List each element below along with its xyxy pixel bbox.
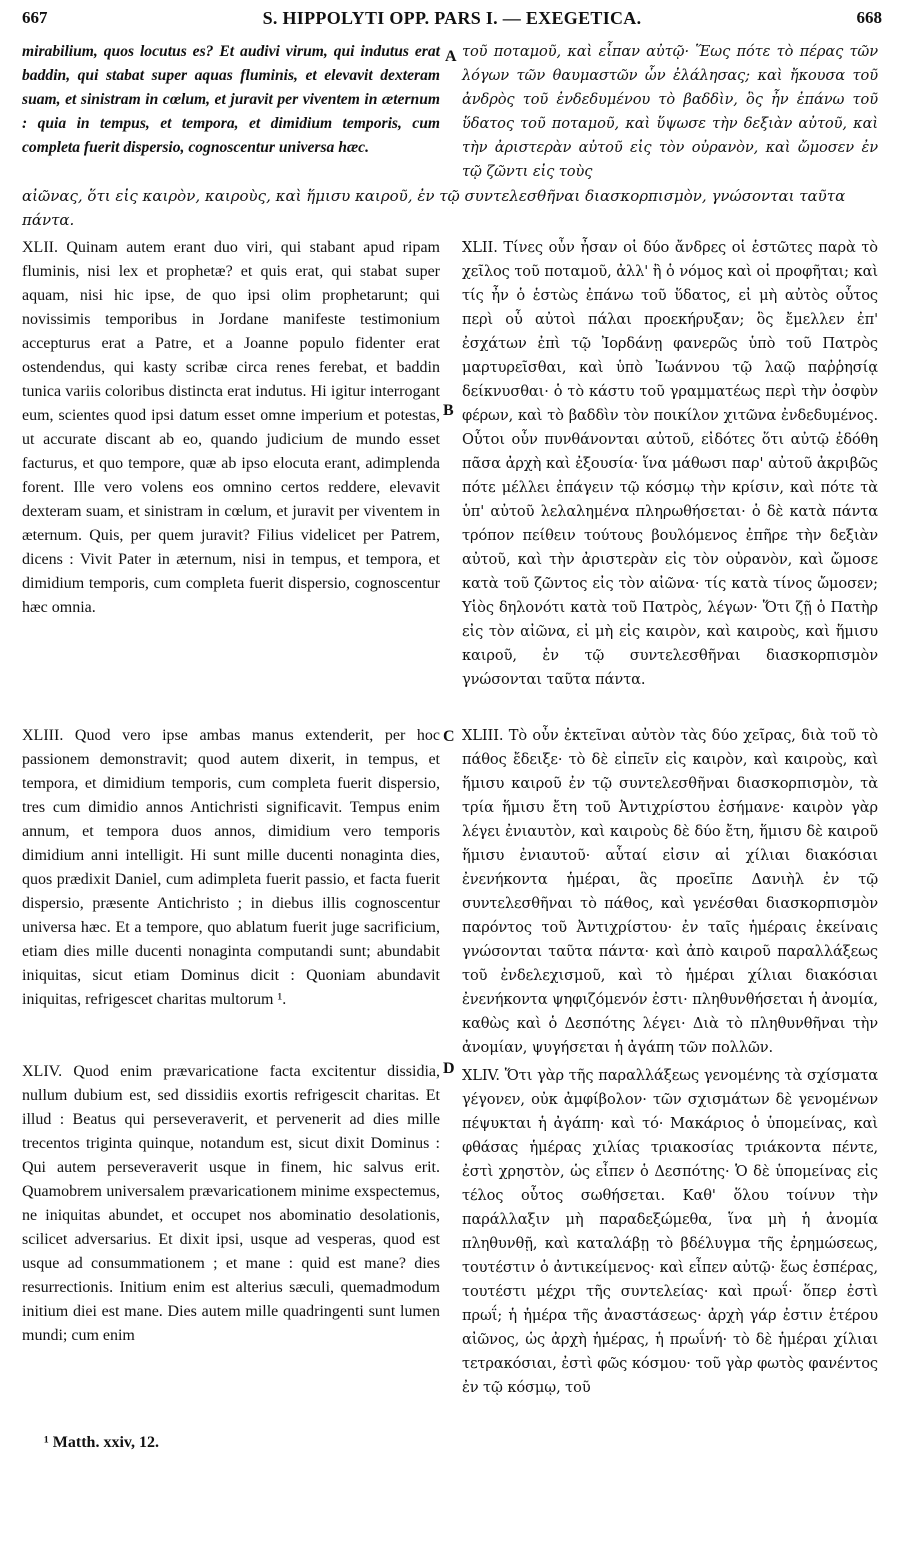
section-42-greek	[462, 236, 878, 692]
top-greek-block	[462, 40, 878, 184]
section-44-latin-text: XLIV. Quod enim prævaricatione facta excitentur dissidia, nullum dubium est, sed dissidiis exortis refrigescit charitas. Et illud : Beatus qui perseveraverit, et pervenerit ad dies mille trecentos triginta quinque, notandum est, sicut dixit Dominus : Qui autem perseveraverit usque in finem, hic salvus erit. Quamobrem universalem prævaricationem minime exspectemus, ne iniquitas abundet, et occupet nos abominatio desolationis, scilicet adversarius. Et dixit ipsi, usque ad vesperas, quod est usque ad consummationem ; et mane : quid est mane? dies resurrectionis. Initium enim est alterius sæculi, quemadmodum initium diei est mane. Dies autem mille quadringenti sunt lumen mundi; cum enim	[22, 1063, 440, 1344]
section-42-greek-text: XLII. Τίνες οὖν ἦσαν οἱ δύο ἄνδρες οἱ ἑστῶτες παρὰ τὸ χεῖλος τοῦ ποταμοῦ, ἀλλ' ἢ ὁ νόμος καὶ οἱ προφῆται; καὶ τίς ἦν ὁ ἑστὼς ἐπάνω τοῦ ὕδατος, εἰ μὴ αὐτὸς οὗτος περὶ οὗ αὐτοὶ πάλαι προεκήρυξαν; ὃς ἔμελλεν ἐπ' ἐσχάτων ἐπὶ τῷ Ἰορδάνῃ φανερῶς ὑπὸ τοῦ Πατρὸς μαρτυρεῖσθαι, καὶ ὑπὸ Ἰωάννου τῷ λαῷ παῤῥησίᾳ δείκνυσθαι· ὁ τὸ κάστυ τοῦ γραμματέως περὶ τὴν ὀσφὺν φέρων, καὶ τὸ βαδδὶν τὸν ποικίλον χιτῶνα ἐνδεδυμένος. Οὗτοι οὖν πυνθάνονται αὐτοῦ, εἰδότες ὅτι αὐτῷ ἐδόθη πᾶσα ἀρχὴ καὶ ἐξουσία· ἵνα μάθωσι παρ' αὐτοῦ ἀκριβῶς πότε μέλλει ἐπάγειν τῷ κόσμῳ τὴν κρίσιν, καὶ πότε τὰ ὑπ' αὐτοῦ λελαλημένα πληρωθήσεται· ὁ δὲ κατὰ πάντα τρόπον πείθειν τούτους βουλόμενος ἐπῆρε τὴν δεξιὰν αὐτοῦ, καὶ τὴν ἀριστερὰν εἰς τὸν οὐρανὸν, καὶ ὤμοσε κατὰ τοῦ ζῶντος εἰς τὸν αἰῶνα· τίς κατὰ τίνος ὤμοσεν; Υἱὸς δηλονότι κατὰ τοῦ Πατρὸς, λέγων· Ὅτι ζῇ ὁ Πατὴρ εἰς τὸν αἰῶνα, εἰ μὴ εἰς καιρὸν, καὶ καιροὺς, καὶ ἥμισυ καιροῦ, ἐν τῷ συντελεσθῆναι διασκορπισμὸν γνώσονται ταῦτα πάντα.	[462, 239, 878, 688]
section-42-latin-text: XLII. Quinam autem erant duo viri, qui stabant apud ripam fluminis, nisi lex et prophetæ? et quis erat, qui stabat super aquam, nisi hic ipse, de quo ipsi olim prophetarunt; qui novissimis temporibus in Jordane manifeste testimonium accepturus erat a Patre, et a Joanne populo fidenter erat ostendendus, qui kasty scribæ circa renes ferebat, et baddin tunica variis coloribus distincta erat indutus. Hi igitur interrogant eum, scientes quod ipsi datum esset omne imperium et potestas, ut accurate discant ab eo, quando judicium de mundo esset facturus, et quo tempore, quæ ab ipso elocuta erant, adimplenda forent. Ille vero volens eos omnino certos reddere, elevavit dexteram suam, et sinistram in cœlum, et juravit per viventem in æternum. Quis, per quem juravit? Filius videlicet per Patrem, dicens : Vivit Pater in æternum, nisi in tempus, et tempora, et dimidium temporis, cum completa fuerit dispersio, cognoscentur hæc omnia.	[22, 239, 440, 616]
section-42-latin	[22, 236, 440, 620]
page-number-right: 668	[856, 8, 882, 27]
section-43-greek-text: XLIII. Τὸ οὖν ἐκτεῖναι αὐτὸν τὰς δύο χεῖρας, διὰ τοῦ τὸ πάθος ἔδειξε· τὸ δὲ εἰπεῖν εἰς καιρὸν, καὶ καιροὺς, καὶ ἥμισυ καιροῦ ἐν τῷ συντελεσθῆναι διασκορπισμὸν, τὰ τρία ἥμισυ ἔτη τοῦ Ἀντιχρίστου ἐσήμανε· καιρὸν γὰρ λέγει ἐνιαυτὸν, καὶ καιροὺς δὲ δύο ἔτη, ἥμισυ δὲ καιροῦ ἥμισυ ἐνιαυτοῦ· αὗταί εἰσιν αἱ χίλιαι διακόσιαι ἐνενήκοντα ἡμέραι, ἃς προεῖπε Δανιὴλ ἐν τῷ συντελεσθῆναι τὸ πάθος, καὶ γενέσθαι διασκορπισμὸν παρόντος τοῦ Ἀντιχρίστου· ἐν ταῖς ἡμέραις ἐκείναις γνώσονται ταῦτα πάντα· καὶ ἀπὸ καιροῦ παραλλάξεως τοῦ ἐνδελεχισμοῦ, καὶ τὸ ἡμέραι χίλιαι διακόσιαι ἐνενήκοντα ψηφιζόμενόν ἐστι· πληθυνθήσεται ἡ ἀνομία, καθὼς καὶ ὁ Δεσπότης λέγει· Διὰ τὸ πληθυνθῆναι τὴν ἀνομίαν, ψυγήσεται ἡ ἀγάπη τῶν πολλῶν.	[462, 727, 878, 1056]
section-44-greek	[462, 1064, 878, 1400]
section-44-latin	[22, 1060, 440, 1348]
top-greek-fullwidth: αἰῶνας, ὅτι εἰς καιρὸν, καιροὺς, καὶ ἥμισυ καιροῦ, ἐν τῷ συντελεσθῆναι διασκορπισμὸν, γνώσονται ταῦτα πάντα.	[22, 187, 846, 229]
page-number-left: 667	[22, 8, 48, 27]
footnote: ¹ Matth. xxiv, 12.	[44, 1434, 160, 1451]
section-44-greek-text: XLIV. Ὅτι γὰρ τῆς παραλλάξεως γενομένης τὰ σχίσματα γέγονεν, οὐκ ἀμφίβολον· τῶν σχισμάτων δὲ γενομένων πέψυκται ἡ ἀγάπη· καὶ τό· Μακάριος ὁ ὑπομείνας, καὶ φθάσας ἡμέρας χιλίας τριακοσίας τριάκοντα πέντε, ἐστὶ χρηστὸν, ὡς εἶπεν ὁ Δεσπότης· Ὁ δὲ ὑπομείνας εἰς τέλος οὗτος σωθήσεται. Καθ' ὅλου τοίνυν τὴν παράλλαξιν μὴ παραδεξώμεθα, ἵνα μὴ ἡ ἀνομία πληθυνθῇ, καὶ καταλάβῃ τὸ βδέλυγμα τῆς ἐρημώσεως, τουτέστιν ὁ ἀντικείμενος· καὶ εἶπεν αὐτῷ· ἕως ἑσπέρας, τουτέστι μέχρι τῆς συντελείας· καὶ πρωΐ· ὅπερ ἐστὶ πρωΐ; ἡ ἡμέρα τῆς ἀναστάσεως· ἀρχὴ γάρ ἐστιν ἑτέρου αἰῶνος, ὡς ἀρχὴ ἡμέρας, ἡ πρωΐνή· τὸ δὲ ἡμέραι χίλιαι τετρακόσιαι, ἐστὶ φῶς κόσμου· τοῦ γὰρ φωτὸς φανέντος ἐν τῷ κόσμῳ, τοῦ	[462, 1067, 878, 1396]
section-43-latin	[22, 724, 440, 1012]
top-greek-text: τοῦ ποταμοῦ, καὶ εἶπαν αὐτῷ· Ἕως πότε τὸ πέρας τῶν λόγων τῶν θαυμαστῶν ὧν ἐλάλησας; καὶ ἤκουσα τοῦ ἀνδρὸς τοῦ ἐνδεδυμένου τὸ βαδδὶν, ὃς ἦν ἐπάνω τοῦ ὕδατος τοῦ ποταμοῦ, καὶ ὕψωσε τὴν δεξιὰν αὐτοῦ, καὶ τὴν ἀριστερὰν αὐτοῦ εἰς τὸν οὐρανὸν, καὶ ὤμοσεν ἐν τῷ ζῶντι εἰς τοὺς	[462, 43, 878, 180]
section-43-latin-text: XLIII. Quod vero ipse ambas manus extenderit, per hoc passionem demonstravit; quod autem dixerit, in tempus, et tempora, et dimidium temporis, cum completa fuerit dispersio, tres cum dimidio annos Antichristi significavit. Tempus enim annum, et tempora duos annos, dimidium vero temporis dimidium anni intelligit. Hi sunt mille ducenti nonaginta dies, quos prædixit Daniel, cum adimpleta fuerit passio, et facta fuerit dispersio, præsente Antichristo ; in diebus illis cognoscentur universa hæc. Et a tempore, quo ablatum fuerit juge sacrificium, etiam dies mille ducenti nonaginta computandi sunt; abundabit iniquitas, sicut etiam Dominus dicit : Quoniam abundavit iniquitas, refrigescet charitas multorum ¹.	[22, 727, 440, 1008]
section-43-greek	[462, 724, 878, 1060]
page-header	[22, 8, 882, 38]
margin-marker-d: D	[443, 1060, 455, 1077]
running-title: S. HIPPOLYTI OPP. PARS I. — EXEGETICA.	[262, 8, 642, 28]
margin-marker-c: C	[443, 728, 455, 745]
top-latin-block	[22, 40, 440, 160]
top-latin-text: mirabilium, quos locutus es? Et audivi virum, qui indutus erat baddin, qui stabat super aquas fluminis, et elevavit dexteram suam, et sinistram in cœlum, et juravit per viventem in æternum : quia in tempus, et tempora, et dimidium temporis, cum completa fuerit dispersio, cognoscentur universa hæc.	[22, 43, 440, 156]
margin-marker-b: B	[443, 402, 454, 419]
margin-marker-a: A	[445, 48, 457, 65]
